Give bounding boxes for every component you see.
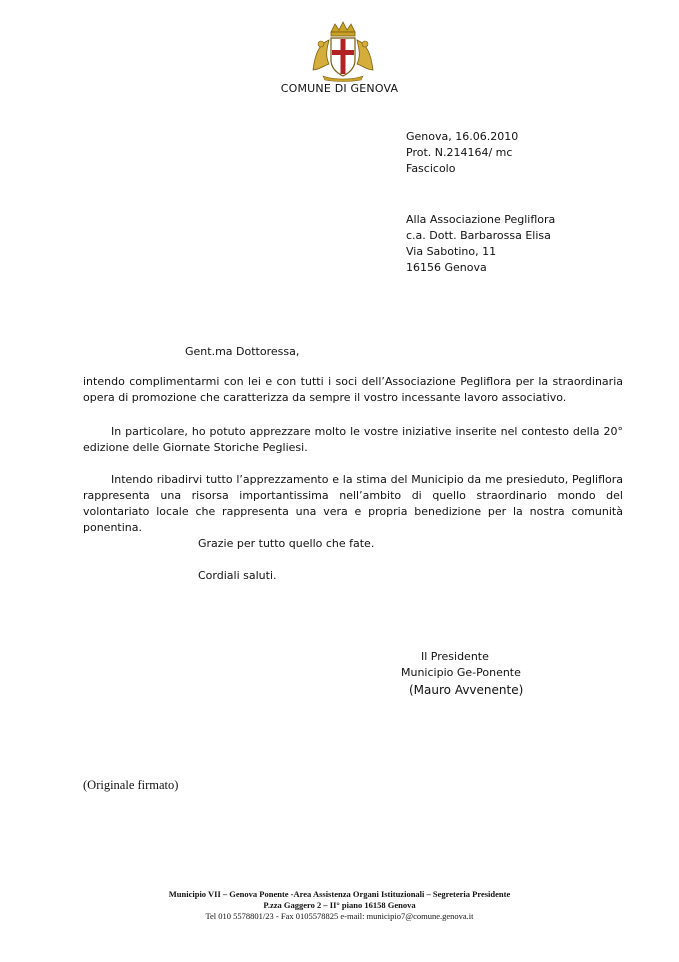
paragraph-1: intendo complimentarmi con lei e con tutti i soci dell’Associazione Pegliflora per la straordinaria opera di promozione che caratterizza da sempre il vostro incessante lavoro associativo.: [83, 375, 623, 404]
file-label: Fascicolo: [406, 162, 456, 175]
genoa-coat-of-arms-icon: [309, 20, 377, 82]
recipient-line-2: c.a. Dott. Barbarossa Elisa: [406, 229, 551, 242]
institution-name: COMUNE DI GENOVA: [280, 82, 399, 95]
protocol-number: Prot. N.214164/ mc: [406, 146, 513, 159]
paragraph-3: Intendo ribadirvi tutto l’apprezzamento e la stima del Municipio da me presieduto, Pegliflora rappresenta una risorsa importantissima nell’ambito di quello straordinario mondo del volontariato locale che rappresenta una vera e propria benedizione per la nostra comunità ponentina.: [83, 473, 623, 534]
original-signed-note: (Originale firmato): [83, 778, 179, 792]
paragraph-2: In particolare, ho potuto apprezzare molto le vostre iniziative inserite nel contesto della 20° edizione delle Giornate Storiche Pegliesi.: [83, 425, 623, 454]
date-line: Genova, 16.06.2010: [406, 130, 519, 143]
signature-name: (Mauro Avvenente): [409, 683, 524, 697]
closing-line: Cordiali saluti.: [198, 569, 277, 582]
thanks-line: Grazie per tutto quello che fate.: [198, 537, 375, 550]
recipient-address: [406, 212, 555, 276]
signature-municipality: Municipio Ge-Ponente: [401, 666, 521, 679]
footer-line-2: P.zza Gaggero 2 – II° piano 16158 Genova: [263, 900, 416, 910]
recipient-line-4: 16156 Genova: [406, 261, 487, 274]
signature-title: Il Presidente: [421, 650, 489, 663]
letter-meta: [406, 129, 518, 177]
footer-line-3: Tel 010 5578801/23 - Fax 0105578825 e-mail: municipio7@comune.genova.it: [205, 911, 474, 921]
salutation: Gent.ma Dottoressa,: [185, 345, 300, 358]
recipient-line-3: Via Sabotino, 11: [406, 245, 497, 258]
footer-line-1: Municipio VII – Genova Ponente -Area Assistenza Organi Istituzionali – Segreteria Presidente: [168, 889, 511, 899]
recipient-line-1: Alla Associazione Pegliflora: [406, 213, 556, 226]
